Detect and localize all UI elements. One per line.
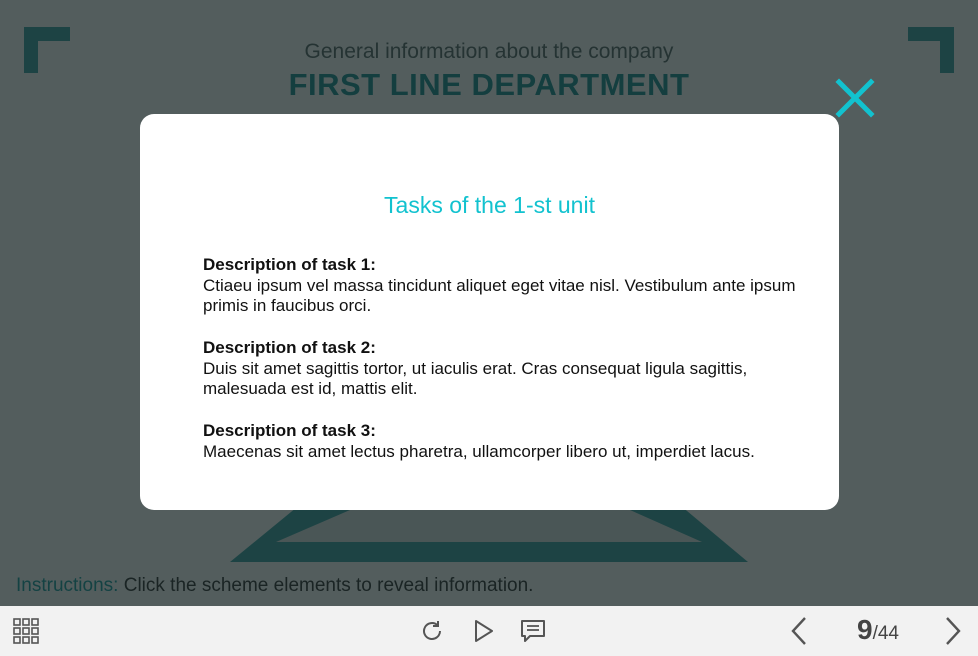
grid-menu-icon <box>13 618 39 644</box>
chevron-left-icon <box>789 616 809 646</box>
page-counter <box>838 614 918 648</box>
notes-button[interactable] <box>519 606 547 656</box>
close-button[interactable] <box>835 78 875 118</box>
task-description-3 <box>203 421 823 462</box>
replay-icon <box>420 619 444 643</box>
menu-button[interactable] <box>12 606 40 656</box>
task-heading: Description of task 1: <box>203 255 376 274</box>
task-heading: Description of task 3: <box>203 421 376 440</box>
play-button[interactable] <box>471 606 497 656</box>
next-slide-button[interactable] <box>940 606 966 656</box>
task-text: Maecenas sit amet lectus pharetra, ullamcorper libero ut, imperdiet lacus. <box>203 441 755 461</box>
current-page: 9 <box>857 614 873 645</box>
chevron-right-icon <box>943 616 963 646</box>
replay-button[interactable] <box>418 606 446 656</box>
task-text: Ctiaeu ipsum vel massa tincidunt aliquet eget vitae nisl. Vestibulum ante ipsum primis in faucibus orci. <box>203 275 796 315</box>
notes-icon <box>520 619 546 643</box>
task-text: Duis sit amet sagittis tortor, ut iaculis erat. Cras consequat ligula sagittis, malesuada est id, mattis elit. <box>203 358 748 398</box>
task-description-2 <box>203 338 803 400</box>
modal-title: Tasks of the 1-st unit <box>384 192 595 218</box>
task-heading: Description of task 2: <box>203 338 376 357</box>
player-toolbar <box>0 606 978 656</box>
total-pages: /44 <box>872 623 899 644</box>
info-modal <box>140 114 839 510</box>
task-description-1 <box>203 255 803 317</box>
prev-slide-button[interactable] <box>786 606 812 656</box>
close-x-icon <box>835 78 875 118</box>
play-icon <box>473 619 495 643</box>
